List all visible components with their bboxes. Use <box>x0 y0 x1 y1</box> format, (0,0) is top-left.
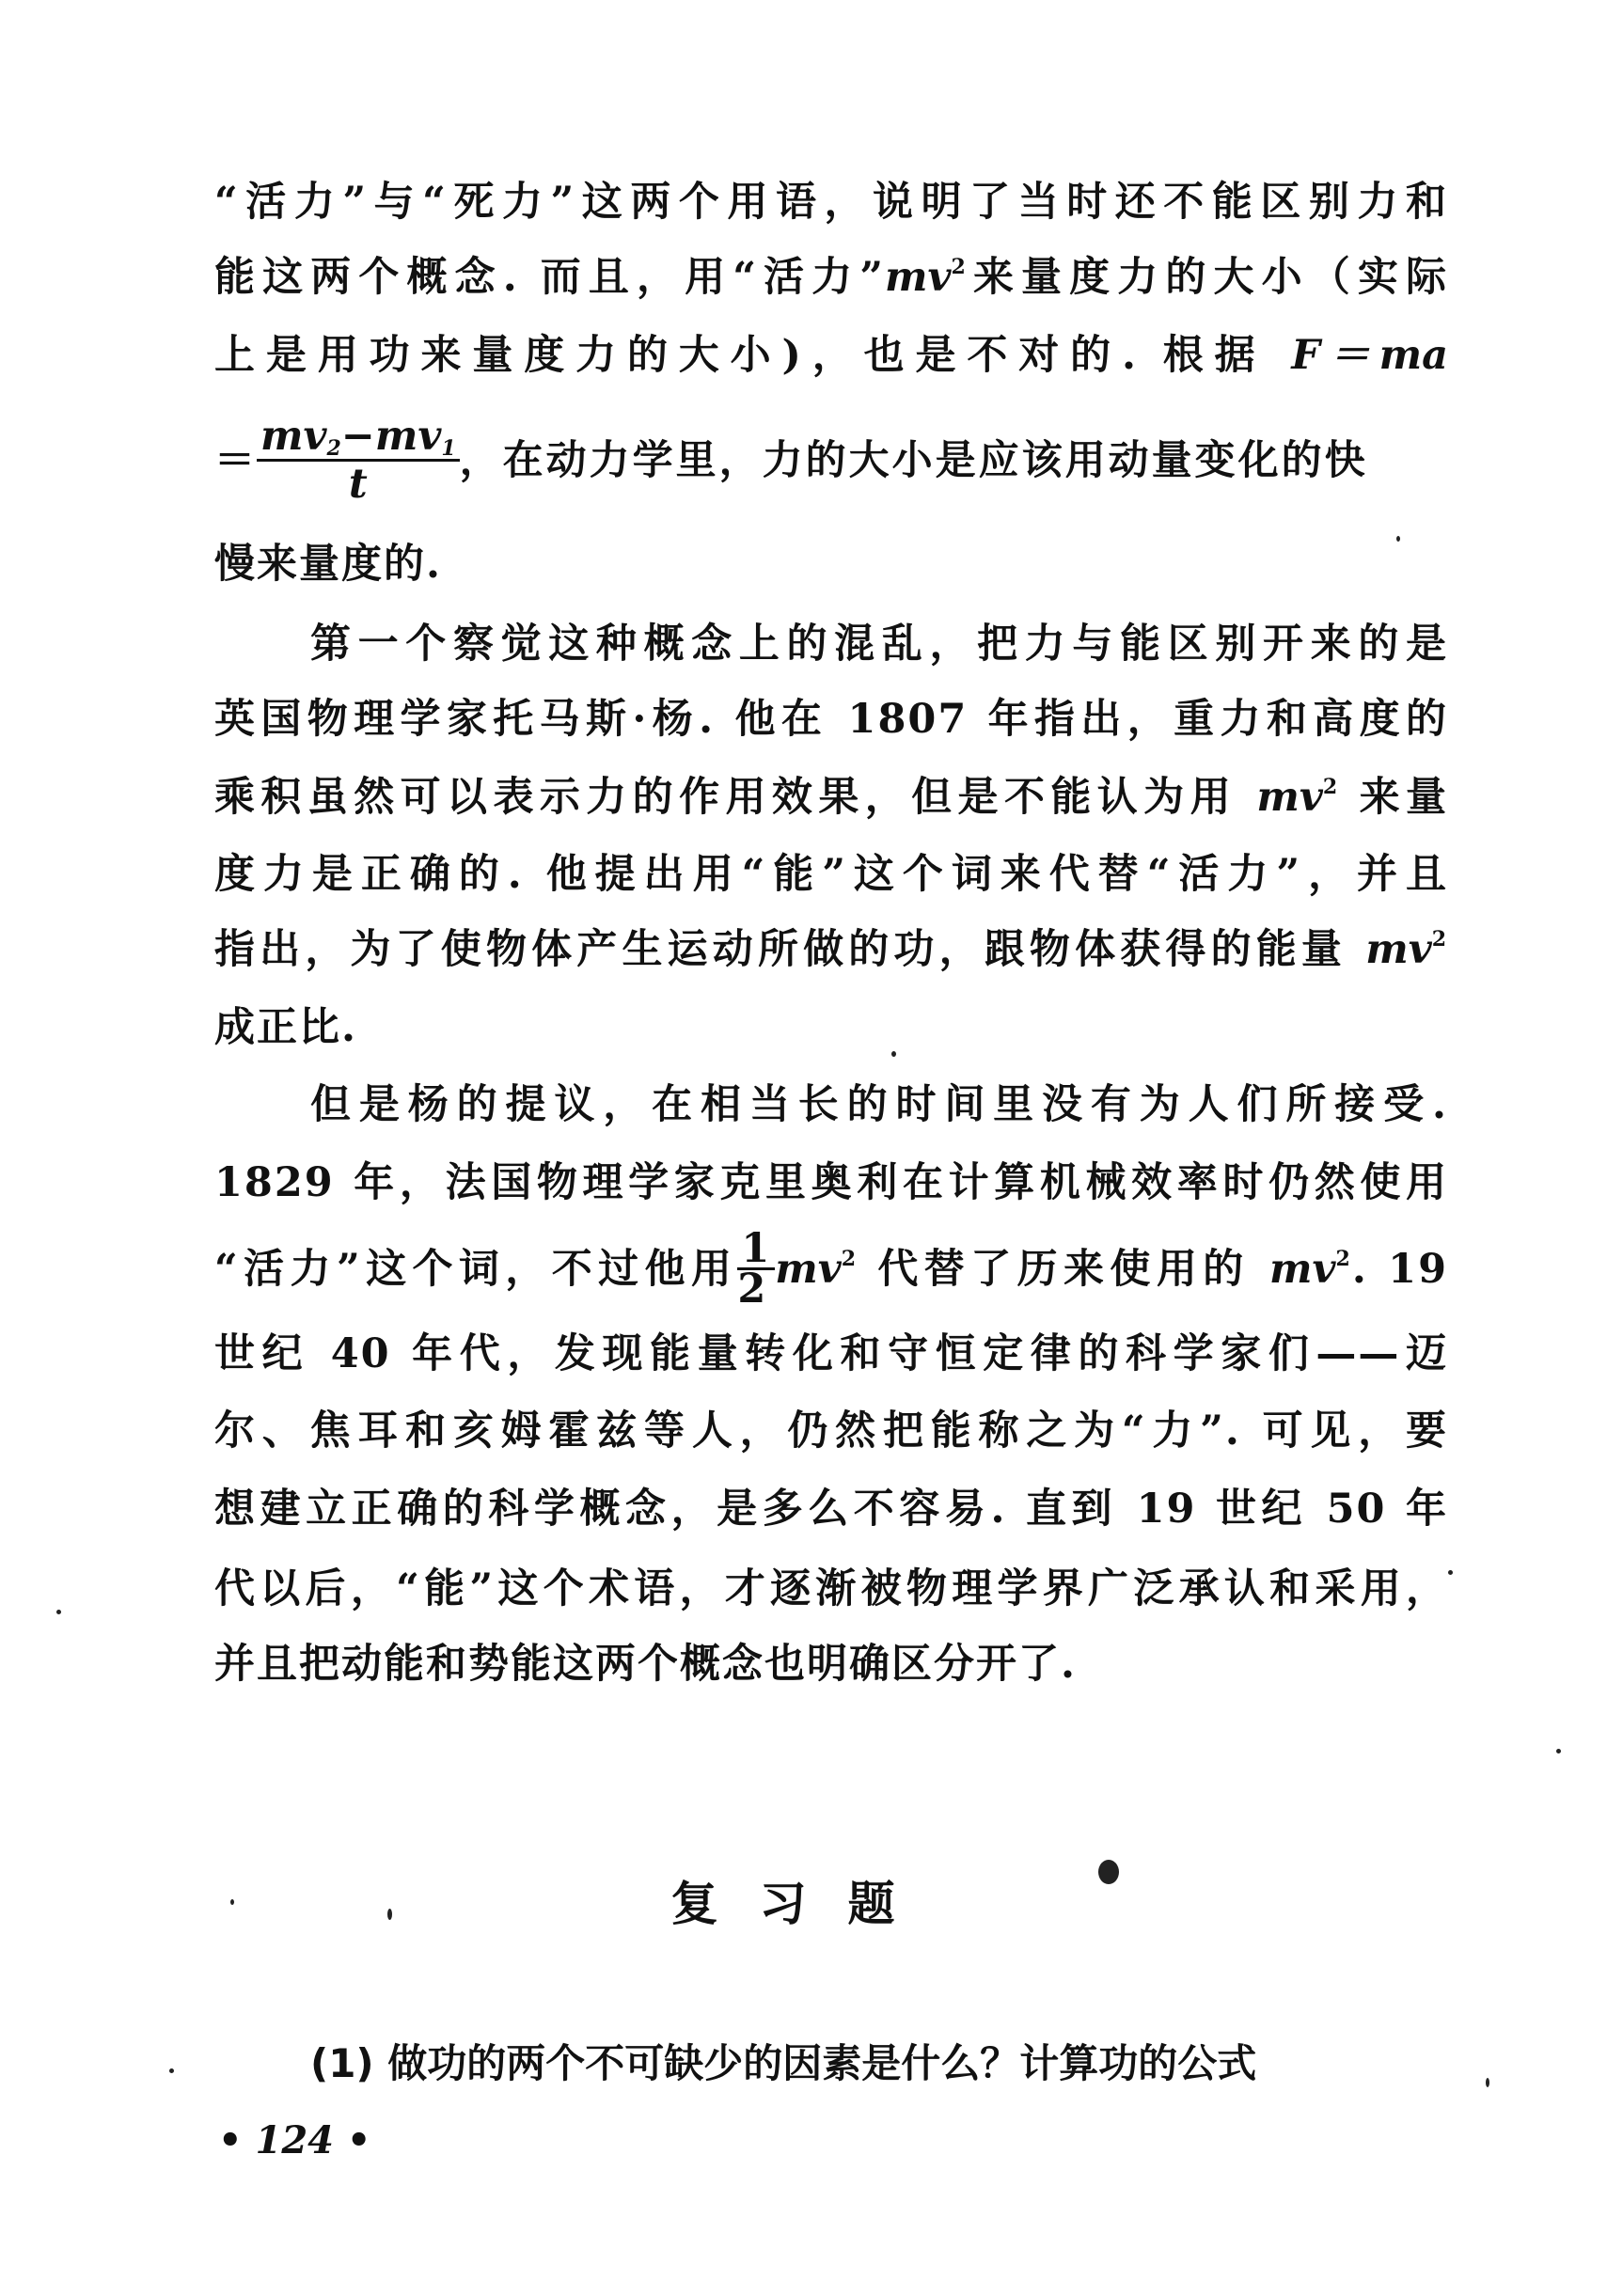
paragraph3-line8: 并且把动能和势能这两个概念也明确区分开了. <box>214 1641 1077 1688</box>
paragraph1-line3 <box>214 327 1448 384</box>
text: ，在动力学里，力的大小是应该用动量变化的快 <box>459 437 1368 484</box>
paragraph3-line3 <box>214 1222 1448 1316</box>
fraction-denominator: t <box>348 460 368 508</box>
scan-speck <box>1098 1860 1119 1884</box>
paragraph3-line5: 尔、焦耳和亥姆霍兹等人，仍然把能称之为“力”. 可见，要 <box>214 1407 1448 1455</box>
superscript: 2 <box>951 255 968 279</box>
text: 上是用功来量度力的大小)，也是不对的. 根据 <box>214 332 1267 379</box>
text: 来量度力的大小（实际 <box>967 254 1448 301</box>
text: mv <box>260 412 327 460</box>
superscript: 2 <box>1335 1247 1352 1271</box>
paragraph3-line7: 代以后，“能”这个术语，才逐渐被物理学界广泛承认和采用， <box>214 1565 1448 1612</box>
paragraph3-line4: 世纪 40 年代，发现能量转化和守恒定律的科学家们——迈 <box>214 1330 1448 1377</box>
text: 乘积虽然可以表示力的作用效果，但是不能认为用 <box>214 774 1237 821</box>
math-mv: mv <box>775 1246 842 1293</box>
scan-speck <box>1486 2078 1489 2087</box>
scan-speck <box>1556 1749 1561 1753</box>
scan-speck <box>230 1899 234 1905</box>
scan-speck <box>1396 536 1400 542</box>
math-newton-law: F＝ma <box>1291 332 1448 379</box>
scan-speck <box>387 1909 392 1920</box>
text: 代替了历来使用的 <box>877 1246 1250 1293</box>
fraction-numerator <box>257 414 460 462</box>
paragraph1-line4 <box>214 414 1448 511</box>
one-half-fraction <box>737 1224 775 1313</box>
text: “活力”这个词，不过他用 <box>214 1246 738 1293</box>
math-mv: mv <box>1365 926 1432 973</box>
paragraph2-line4: 度力是正确的. 他提出用“能”这个词来代替“活力”，并且 <box>214 851 1448 898</box>
equals-sign: ＝ <box>214 437 257 484</box>
momentum-fraction <box>257 414 460 507</box>
review-question-1: (1) 做功的两个不可缺少的因素是什么？计算功的公式 <box>310 2040 1257 2086</box>
text: 指出，为了使物体产生运动所做的功，跟物体获得的能量 <box>214 926 1347 973</box>
fraction-denominator: 2 <box>737 1265 768 1313</box>
paragraph3-line6: 想建立正确的科学概念，是多么不容易. 直到 19 世纪 50 年 <box>214 1486 1448 1533</box>
scan-speck <box>56 1610 61 1614</box>
superscript: 2 <box>841 1247 859 1271</box>
scan-speck <box>1448 1570 1453 1575</box>
fraction-numerator: 1 <box>737 1230 775 1270</box>
page-number: • 124 • <box>218 2118 371 2162</box>
paragraph1-line5: 慢来量度的. <box>214 541 442 588</box>
scan-speck <box>891 1051 896 1057</box>
superscript: 2 <box>1431 927 1448 951</box>
math-mv: mv <box>1269 1246 1336 1293</box>
subscript: 2 <box>326 435 341 461</box>
text: . 19 <box>1351 1246 1448 1293</box>
text: 来量 <box>1359 774 1449 821</box>
superscript: 2 <box>1322 775 1340 799</box>
paragraph1-line2 <box>214 249 1448 306</box>
paragraph1-line1: “活力”与“死力”这两个用语，说明了当时还不能区别力和 <box>214 179 1448 226</box>
paragraph2-line2: 英国物理学家托马斯·杨. 他在 1807 年指出，重力和高度的 <box>214 696 1448 743</box>
scan-speck <box>169 2068 174 2073</box>
subscript: 1 <box>441 435 456 461</box>
paragraph2-line6: 成正比. <box>214 1004 357 1051</box>
text: 能这两个概念. 而且，用“活力” <box>214 254 886 301</box>
paragraph3-line1: 但是杨的提议，在相当长的时间里没有为人们所接受. <box>310 1081 1448 1128</box>
paragraph2-line1: 第一个察觉这种概念上的混乱，把力与能区别开来的是 <box>310 621 1448 668</box>
paragraph2-line5 <box>214 921 1448 978</box>
math-mv: mv <box>885 254 952 301</box>
math-mv: mv <box>1256 774 1323 821</box>
paragraph3-line2: 1829 年，法国物理学家克里奥利在计算机械效率时仍然使用 <box>214 1159 1448 1206</box>
text: −mv <box>340 412 442 460</box>
paragraph2-line3 <box>214 769 1448 826</box>
section-title: 复习题 <box>670 1877 937 1931</box>
